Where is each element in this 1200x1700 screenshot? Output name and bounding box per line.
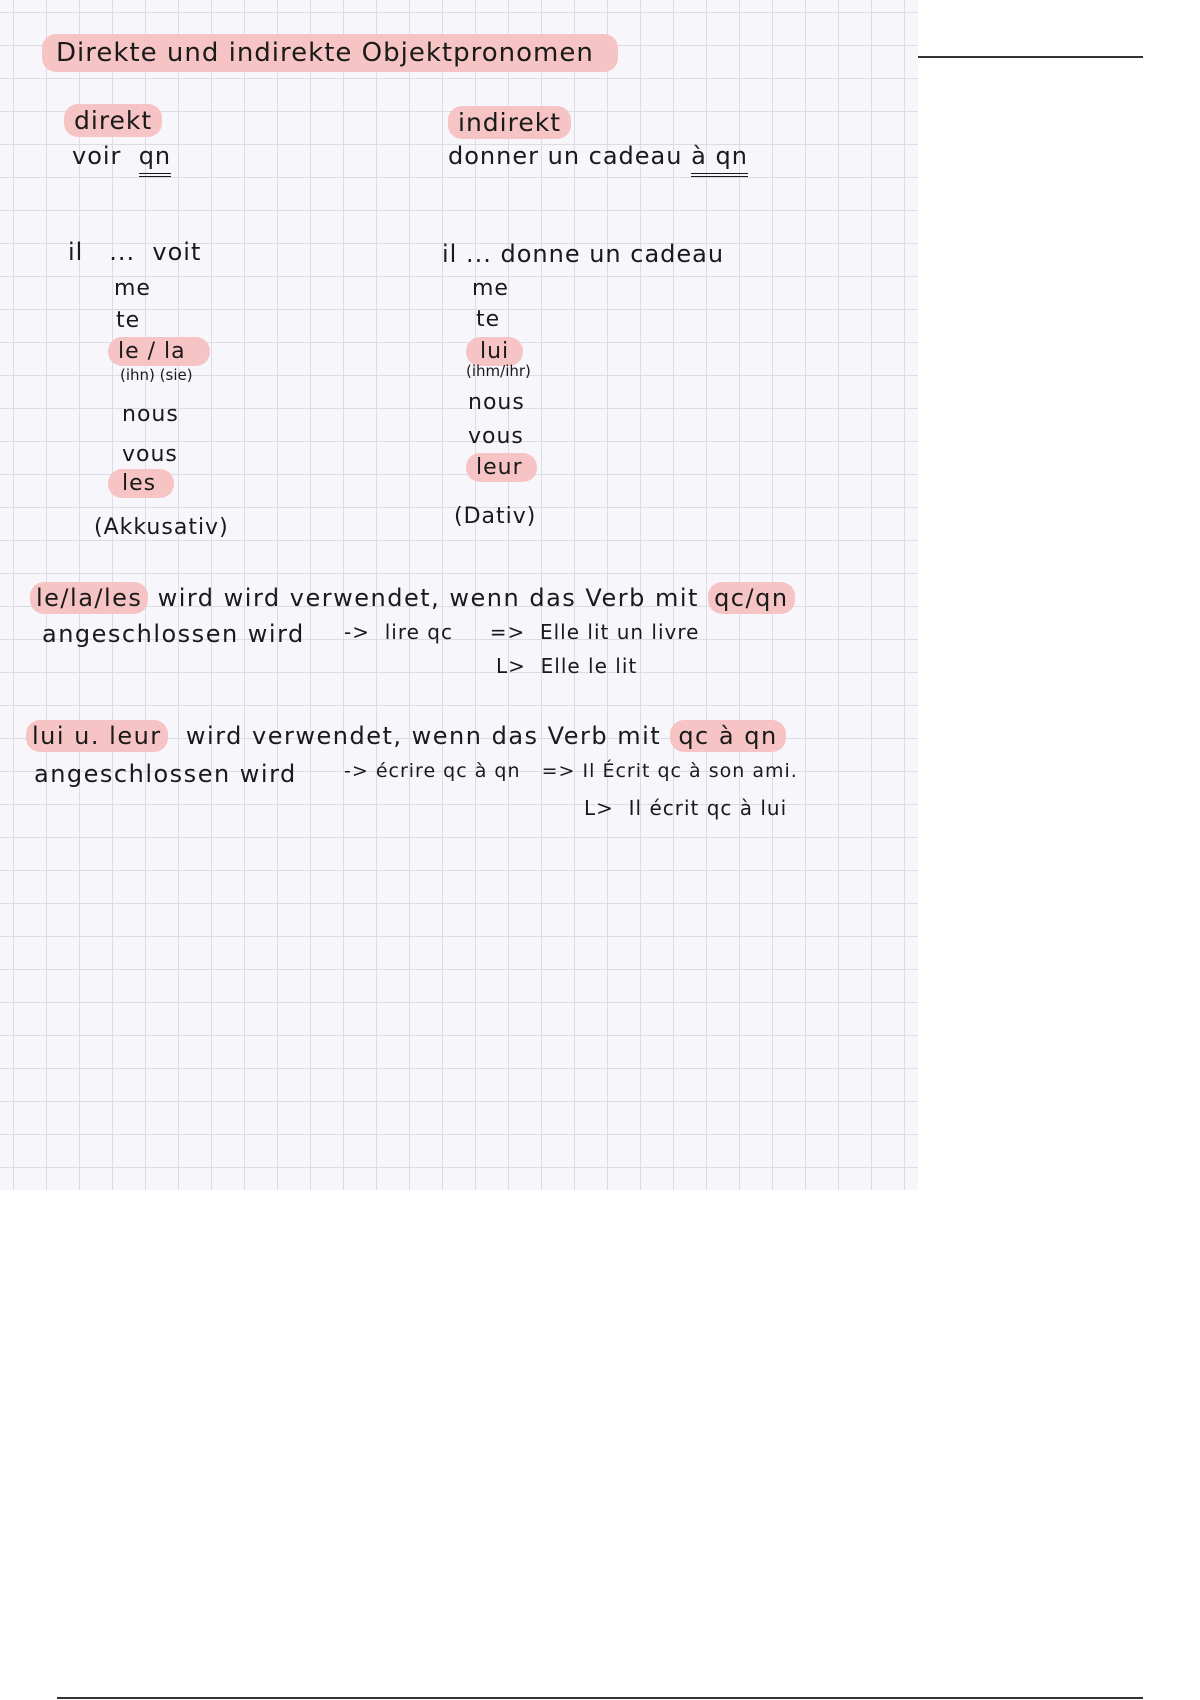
rule1-sub-example: L> Elle le lit bbox=[496, 654, 638, 678]
rule1-example: -> lire qc => Elle lit un livre bbox=[344, 620, 700, 644]
indirect-pronoun-vous: vous bbox=[468, 424, 524, 449]
indirect-gloss: (ihm/ihr) bbox=[466, 362, 531, 380]
direct-case: (Akkusativ) bbox=[94, 515, 229, 540]
indirect-pronoun-me: me bbox=[472, 276, 509, 301]
indirect-case: (Dativ) bbox=[454, 504, 537, 529]
rule2-line2: angeschlossen wird bbox=[34, 760, 297, 788]
direct-sentence: il ... voit bbox=[68, 238, 202, 266]
rule2-sub-example: L> Il écrit qc à lui bbox=[584, 796, 788, 820]
indirect-pronoun-lui: lui bbox=[466, 341, 523, 363]
rule1-line2: angeschlossen wird bbox=[42, 620, 305, 648]
direct-gloss: (ihn) (sie) bbox=[120, 366, 193, 384]
indirect-pronoun-nous: nous bbox=[468, 390, 525, 415]
indirect-pronoun-te: te bbox=[476, 307, 501, 332]
rule2-example: -> écrire qc à qn => Il Écrit qc à son ami. bbox=[344, 760, 798, 782]
indirect-pronoun-leur: leur bbox=[466, 457, 537, 479]
direct-pronoun-nous: nous bbox=[122, 402, 179, 427]
direct-example-object: qn bbox=[139, 142, 171, 177]
indirect-example-object: à qn bbox=[691, 142, 748, 177]
rule2-line1: lui u. leur wird verwendet, wenn das Verb mit qc à qn bbox=[26, 724, 786, 748]
direct-pronoun-me: me bbox=[114, 276, 151, 301]
indirect-sentence: il ... donne un cadeau bbox=[442, 240, 725, 268]
rule1-highlight: le/la/les bbox=[30, 582, 148, 614]
indirect-heading: indirekt bbox=[448, 110, 571, 135]
direct-pronoun-le-la: le / la bbox=[108, 341, 210, 363]
direct-pronoun-te: te bbox=[116, 308, 141, 333]
bottom-rule bbox=[57, 1697, 1143, 1699]
direct-pronoun-vous: vous bbox=[122, 442, 178, 467]
rule2-highlight-end: qc à qn bbox=[670, 720, 785, 752]
rule2-highlight: lui u. leur bbox=[26, 720, 168, 752]
indirect-example: donner un cadeau à qn bbox=[448, 144, 748, 168]
direct-pronoun-les: les bbox=[108, 473, 174, 495]
rule1-line1: le/la/les wird wird verwendet, wenn das Verb mit qc/qn bbox=[30, 586, 795, 610]
rule1-highlight-end: qc/qn bbox=[708, 582, 794, 614]
page-title: Direkte und indirekte Objektpronomen bbox=[42, 40, 618, 66]
direct-heading: direkt bbox=[64, 108, 162, 133]
top-rule bbox=[918, 56, 1143, 58]
direct-example: voir qn bbox=[72, 144, 171, 168]
